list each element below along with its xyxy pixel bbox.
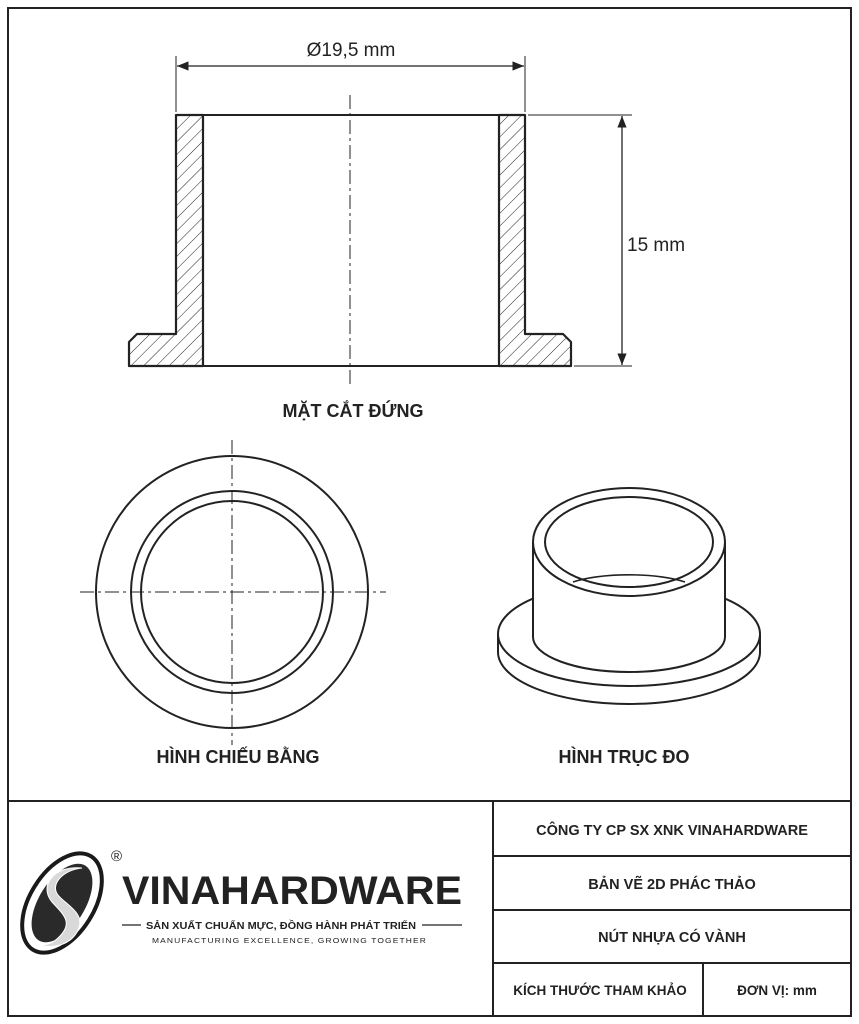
section-left-wall [129, 115, 203, 366]
iso-rim-inner [545, 497, 713, 587]
slogan-vietnamese: SẢN XUẤT CHUẨN MỰC, ĐỒNG HÀNH PHÁT TRIỂN [146, 920, 405, 932]
unit-label: ĐƠN VỊ: mm [737, 983, 817, 998]
company-logo [6, 839, 462, 966]
sheet-frame [8, 8, 851, 1016]
iso-view-label: HÌNH TRỤC ĐO [558, 747, 690, 767]
section-right-wall [499, 115, 571, 366]
dim-diameter-label: Ø19,5 mm [306, 40, 396, 61]
part-name: NÚT NHỰA CÓ VÀNH [598, 930, 746, 946]
top-view-label: HÌNH CHIẾU BẰNG [156, 747, 320, 767]
dim-height-label: 15 mm [627, 235, 686, 256]
section-view [129, 40, 685, 421]
slogan-english: MANUFACTURING EXCELLENCE, GROWING TOGETHER [152, 936, 427, 945]
company-name: CÔNG TY CP SX XNK VINAHARDWARE [536, 823, 808, 839]
isometric-view [498, 488, 760, 767]
registered-mark: ® [111, 848, 123, 865]
logo-brand-name: VINAHARDWARE [122, 869, 462, 913]
top-view [80, 440, 386, 767]
reference-note: KÍCH THƯỚC THAM KHẢO [513, 983, 687, 998]
drawing-type: BẢN VẼ 2D PHÁC THẢO [588, 877, 756, 893]
section-view-label: MẶT CẮT ĐỨNG [282, 401, 424, 421]
